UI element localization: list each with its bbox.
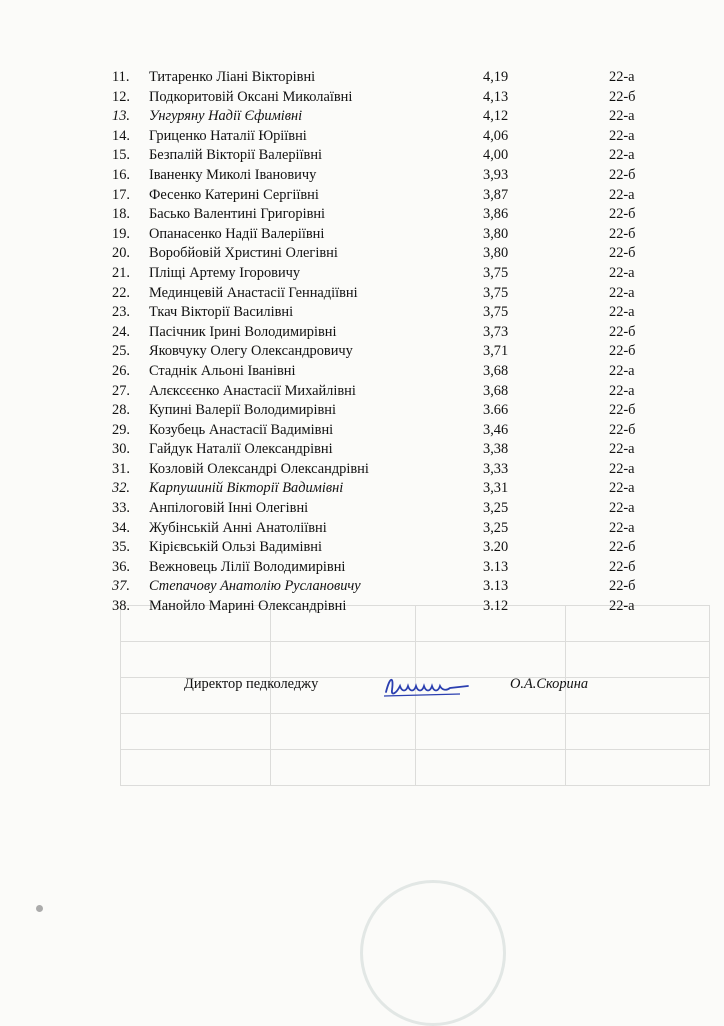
row-number: 11. [112, 69, 130, 85]
list-row [112, 303, 672, 323]
list-row [112, 382, 672, 402]
group-code: 22-а [609, 460, 635, 477]
average-score: 3,68 [483, 362, 509, 379]
list-row [112, 577, 672, 597]
group-code: 22-а [609, 127, 635, 144]
signatory-title: Директор педколеджу [184, 676, 319, 692]
student-name: Мединцевій Анастасії Геннадіївні [149, 284, 358, 301]
list-row [112, 68, 672, 88]
signatory-name: О.А.Скорина [510, 676, 589, 692]
average-score: 3.13 [483, 558, 509, 575]
row-number: 17. [112, 186, 130, 203]
student-name: Басько Валентині Григорівні [149, 206, 326, 223]
student-name: Безпалій Вікторії Валеріївні [149, 147, 323, 164]
list-row [112, 558, 672, 578]
group-code: 22-б [609, 343, 636, 360]
ranking-list [112, 68, 672, 617]
student-name: Жубінській Анні Анатоліївні [149, 519, 327, 536]
group-code: 22-а [609, 108, 635, 125]
list-row [112, 244, 672, 264]
student-name: Степачову Анатолію Руслановичу [149, 578, 361, 595]
group-code: 22-а [609, 186, 635, 203]
group-code: 22-б [609, 402, 636, 419]
student-name: Унгуряну Надії Єфимівні [149, 108, 303, 125]
group-code: 22-б [609, 245, 636, 262]
list-row [112, 479, 672, 499]
student-name: Анпілоговій Інні Олегівні [149, 500, 309, 517]
row-number: 12. [112, 88, 130, 105]
average-score: 3.12 [483, 598, 509, 615]
average-score: 4,13 [483, 88, 509, 105]
row-number: 38. [112, 598, 130, 615]
row-number: 36. [112, 558, 130, 575]
student-name: Фесенко Катерині Сергіївні [149, 186, 319, 203]
group-code: 22-а [609, 69, 635, 85]
list-row [112, 597, 672, 617]
group-code: 22-б [609, 88, 636, 105]
row-number: 28. [112, 402, 130, 419]
group-code: 22-а [609, 519, 635, 536]
group-code: 22-а [609, 598, 635, 615]
row-number: 15. [112, 147, 130, 164]
average-score: 3,73 [483, 323, 509, 340]
list-row [112, 538, 672, 558]
group-code: 22-б [609, 539, 636, 556]
student-name: Алєксєєнко Анастасії Михайлівні [149, 382, 356, 399]
group-code: 22-а [609, 382, 635, 399]
student-name: Гриценко Наталії Юріївні [149, 127, 307, 144]
group-code: 22-б [609, 578, 636, 595]
row-number: 21. [112, 264, 130, 281]
list-row [112, 323, 672, 343]
average-score: 3.66 [483, 402, 509, 419]
list-row [112, 460, 672, 480]
average-score: 4,00 [483, 147, 509, 164]
list-row [112, 88, 672, 108]
average-score: 3,68 [483, 382, 509, 399]
row-number: 34. [112, 519, 130, 536]
stamp-seal-bleedthrough [360, 880, 506, 1026]
speck-mark [36, 905, 43, 912]
average-score: 3,33 [483, 460, 509, 477]
student-name: Купині Валерії Володимирівні [149, 402, 336, 419]
row-number: 22. [112, 284, 130, 301]
average-score: 3,87 [483, 186, 509, 203]
student-name: Воробйовій Христині Олегівні [149, 245, 338, 262]
average-score: 3,25 [483, 500, 509, 517]
list-row [112, 127, 672, 147]
list-row [112, 499, 672, 519]
list-row [112, 205, 672, 225]
group-code: 22-б [609, 225, 636, 242]
group-code: 22-б [609, 323, 636, 340]
average-score: 3,71 [483, 343, 509, 360]
student-name: Вежновець Лілії Володимирівні [149, 558, 346, 575]
row-number: 31. [112, 460, 130, 477]
average-score: 3,38 [483, 441, 509, 458]
group-code: 22-а [609, 500, 635, 517]
average-score: 3,25 [483, 519, 509, 536]
group-code: 22-а [609, 304, 635, 321]
row-number: 24. [112, 323, 130, 340]
list-row [112, 362, 672, 382]
average-score: 3,75 [483, 304, 509, 321]
student-name: Карпушиній Вікторії Вадимівні [149, 480, 344, 497]
list-row [112, 342, 672, 362]
row-number: 26. [112, 362, 130, 379]
list-row [112, 225, 672, 245]
student-name: Козловій Олександрі Олександрівні [149, 460, 369, 477]
student-name: Титаренко Ліані Вікторівні [149, 69, 316, 85]
student-name: Іваненку Миколі Івановичу [149, 166, 317, 183]
student-name: Опанасенко Надії Валеріївні [149, 225, 325, 242]
row-number: 25. [112, 343, 130, 360]
group-code: 22-а [609, 362, 635, 379]
handwritten-signature [380, 670, 475, 707]
student-name: Ткач Вікторії Василівні [149, 304, 294, 321]
student-name: Стаднік Альоні Іванівні [149, 362, 296, 379]
row-number: 23. [112, 304, 130, 321]
group-code: 22-а [609, 264, 635, 281]
average-score: 3,80 [483, 245, 509, 262]
student-name: Кірієвській Ользі Вадимівні [149, 539, 322, 556]
group-code: 22-а [609, 147, 635, 164]
group-code: 22-а [609, 480, 635, 497]
group-code: 22-б [609, 558, 636, 575]
row-number: 19. [112, 225, 130, 242]
list-row [112, 401, 672, 421]
list-row [112, 440, 672, 460]
list-row [112, 186, 672, 206]
average-score: 4,19 [483, 69, 509, 85]
student-name: Пасічник Ірині Володимирівні [149, 323, 337, 340]
list-row [112, 264, 672, 284]
row-number: 29. [112, 421, 130, 438]
row-number: 35. [112, 539, 130, 556]
average-score: 3,31 [483, 480, 509, 497]
list-row [112, 166, 672, 186]
list-row [112, 519, 672, 539]
row-number: 27. [112, 382, 130, 399]
student-name: Пліщі Артему Ігоровичу [149, 264, 301, 281]
row-number: 30. [112, 441, 130, 458]
average-score: 3,93 [483, 166, 509, 183]
average-score: 3,75 [483, 284, 509, 301]
group-code: 22-б [609, 421, 636, 438]
group-code: 22-б [609, 166, 636, 183]
group-code: 22-а [609, 441, 635, 458]
average-score: 3,86 [483, 206, 509, 223]
row-number: 37. [112, 578, 130, 595]
group-code: 22-а [609, 284, 635, 301]
row-number: 13. [112, 108, 130, 125]
row-number: 33. [112, 500, 130, 517]
signature-block [0, 670, 724, 710]
average-score: 3.13 [483, 578, 509, 595]
average-score: 3,80 [483, 225, 509, 242]
list-row [112, 421, 672, 441]
average-score: 3,46 [483, 421, 509, 438]
average-score: 4,12 [483, 108, 509, 125]
list-row [112, 146, 672, 166]
row-number: 32. [112, 480, 130, 497]
group-code: 22-б [609, 206, 636, 223]
row-number: 20. [112, 245, 130, 262]
list-row [112, 107, 672, 127]
row-number: 14. [112, 127, 130, 144]
row-number: 16. [112, 166, 130, 183]
student-name: Манойло Марині Олександрівні [149, 598, 347, 615]
list-row [112, 284, 672, 304]
average-score: 3.20 [483, 539, 509, 556]
student-name: Козубець Анастасії Вадимівні [149, 421, 334, 438]
average-score: 4,06 [483, 127, 509, 144]
student-name: Подкоритовій Оксані Миколаївні [149, 88, 353, 105]
row-number: 18. [112, 206, 130, 223]
student-name: Гайдук Наталії Олександрівні [149, 441, 333, 458]
student-name: Яковчуку Олегу Олександровичу [149, 343, 353, 360]
average-score: 3,75 [483, 264, 509, 281]
